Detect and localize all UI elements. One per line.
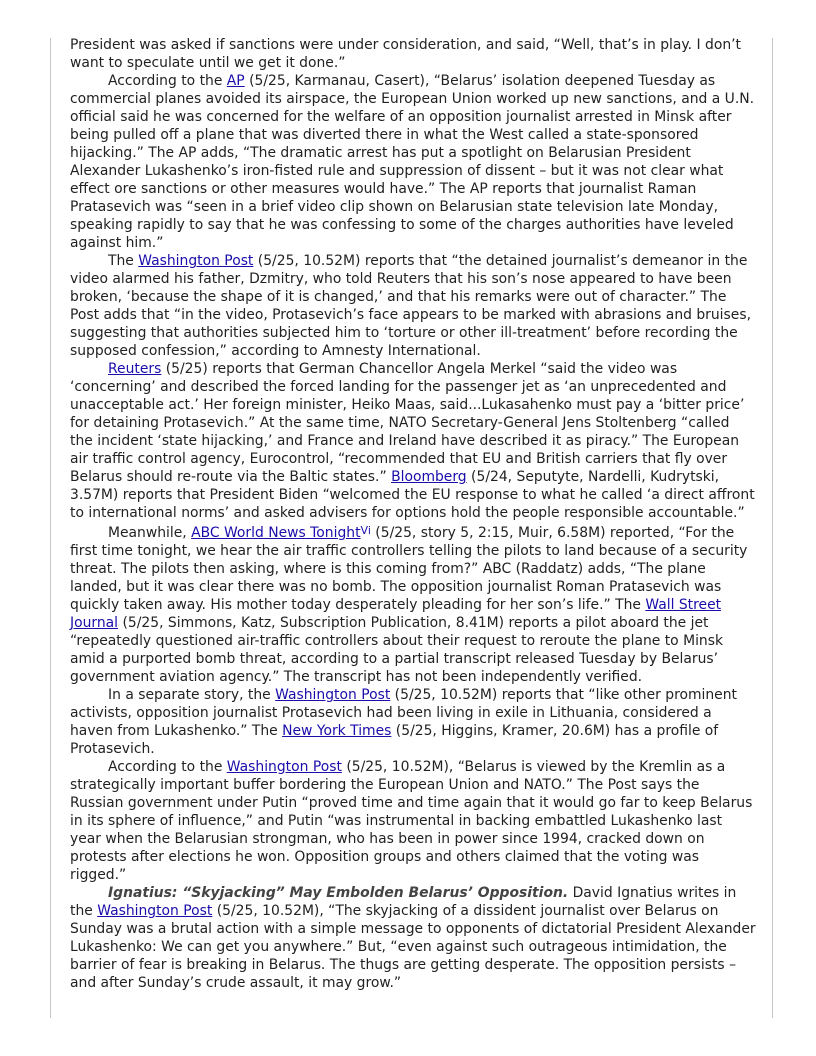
text: (5/24, Seputyte, Nardelli, Kudrytski, 3.57M) reports that President Biden “welcomed the EU response to what he called ‘a direct affront to international norms’ and asked advisers for options hold the people responsible accountable.”: [70, 469, 755, 521]
new-york-times-link[interactable]: New York Times: [282, 723, 392, 739]
text: (5/25, Simmons, Katz, Subscription Publication, 8.41M) reports a pilot aboard the jet “repeatedly questioned air-traffic controllers about their request to reroute the plane to Minsk amid a purported bomb threat, according to a partial transcript released Tuesday by Belarus’ government aviation agency.” The transcript has not been independently verified.: [70, 615, 724, 685]
text: (5/25, 10.52M), “The skyjacking of a dissident journalist over Belarus on Sunday was a brutal action with a simple message to opponents of dictatorial President Alexander Lukashenko: We can get you anywhere.” But, “even against such outrageous intimidation, the barrier of fear is breaking in Belarus. The thugs are getting desperate. The opposition persists – and after Sunday’s crude assault, it may grow.”: [70, 903, 756, 991]
paragraph-sanctions-quote: [70, 36, 756, 72]
page-border-left: [50, 38, 51, 1018]
paragraph-washington-post-demeanor: [70, 252, 756, 360]
ap-link[interactable]: AP: [226, 73, 245, 89]
bloomberg-link[interactable]: Bloomberg: [391, 469, 467, 485]
paragraph-ap: [70, 72, 756, 252]
abc-world-news-link[interactable]: ABC World News Tonight: [191, 525, 361, 541]
video-icon[interactable]: Vi: [360, 524, 371, 537]
text: (5/25, story 5, 2:15, Muir, 6.58M) reported, “For the first time tonight, we hear the air traffic controllers telling the pilots to land because of a security threat. The pilots then asking, where is this coming from?” ABC (Raddatz) adds, “The plane landed, but it was clear there was no bomb. The opposition journalist Roman Pratasevich was quickly taken away. His mother today desperately pleading for her son’s life.” The: [70, 525, 748, 613]
text: (5/25) reports that German Chancellor Angela Merkel “said the video was ‘concerning’ and described the forced landing for the passenger jet as ‘an unprecedented and unacceptable act.’ Her foreign minister, Heiko Maas, said...Lukasahenko must pay a ‘bitter price’ for detaining Protasevich.” At the same time, NATO Secretary-General Jens Stoltenberg “called the incident ‘state hijacking,’ and France and Ireland have described it as piracy.” The European air traffic control agency, Eurocontrol, “recommended that EU and British carriers that fly over Belarus should re-route via the Baltic states.”: [70, 361, 745, 485]
paragraph-ignatius: [70, 884, 756, 992]
text: (5/25, 10.52M) reports that “like other prominent activists, opposition journalist Protasevich had been living in exile in Lithuania, considered a haven from Lukashenko.” The: [70, 687, 737, 739]
text: David Ignatius writes in the: [70, 885, 737, 919]
text: In a separate story, the: [108, 687, 276, 703]
text: According to the: [108, 73, 227, 89]
text: (5/25, Higgins, Kramer, 20.6M) has a profile of Protasevich.: [70, 723, 719, 757]
text: (5/25, Karmanau, Casert), “Belarus’ isolation deepened Tuesday as commercial planes avoided its airspace, the European Union worked up new sanctions, and a U.N. official said he was concerned for the welfare of an opposition journalist arrested in Minsk after being pulled off a plane that was diverted there in what the West called a state-sponsored hijacking.” The AP adds, “The dramatic arrest has put a spotlight on Belarusian President Alexander Lukashenko’s iron-fisted rule and suppression of dissent – but it was not clear what effect ore sanctions or other measures would have.” The AP reports that journalist Raman Pratasevich was “seen in a brief video clip shown on Belarusian state television late Monday, speaking rapidly to say that he was confessing to some of the charges authorities have leveled against him.”: [70, 73, 755, 251]
paragraph-reuters: [70, 360, 756, 522]
wall-street-journal-link[interactable]: Wall Street Journal: [70, 597, 722, 631]
paragraph-separate-story: [70, 686, 756, 758]
text: (5/25, 10.52M) reports that “the detained journalist’s demeanor in the video alarmed his father, Dzmitry, who told Reuters that his son’s nose appeared to have been broken, ‘because the shape of it is changed,’ and that his remarks were out of character.” The Post adds that “in the video, Protasevich’s face appears to be marked with abrasions and bruises, suggesting that authorities subjected him to ‘torture or other ill-treatment’ before recording the supposed confession,” according to Amnesty International.: [70, 253, 751, 359]
page-border-right: [772, 38, 773, 1018]
story-headline: Ignatius: “Skyjacking” May Embolden Belarus’ Opposition.: [108, 885, 569, 901]
text: President was asked if sanctions were under consideration, and said, “Well, that’s in play. I don’t want to speculate until we get it done.”: [70, 37, 741, 71]
paragraph-kremlin: [70, 758, 756, 884]
washington-post-link[interactable]: Washington Post: [275, 687, 391, 703]
washington-post-link[interactable]: Washington Post: [226, 759, 342, 775]
text: The: [108, 253, 139, 269]
text: (5/25, 10.52M), “Belarus is viewed by the Kremlin as a strategically important buffer bordering the European Union and NATO.” The Post says the Russian government under Putin “proved time and time again that it would go far to keep Belarus in its sphere of influence,” and Putin “was instrumental in backing embattled Lukashenko last year when the Belarusian strongman, who has been in power since 1994, cracked down on protests after elections he won. Opposition groups and others claimed that the voting was rigged.”: [70, 759, 753, 883]
text: Meanwhile,: [108, 525, 192, 541]
washington-post-link[interactable]: Washington Post: [138, 253, 254, 269]
text: According to the: [108, 759, 227, 775]
washington-post-link[interactable]: Washington Post: [97, 903, 213, 919]
article-body: [70, 36, 756, 992]
reuters-link[interactable]: Reuters: [108, 361, 162, 377]
paragraph-abc: [70, 522, 756, 686]
